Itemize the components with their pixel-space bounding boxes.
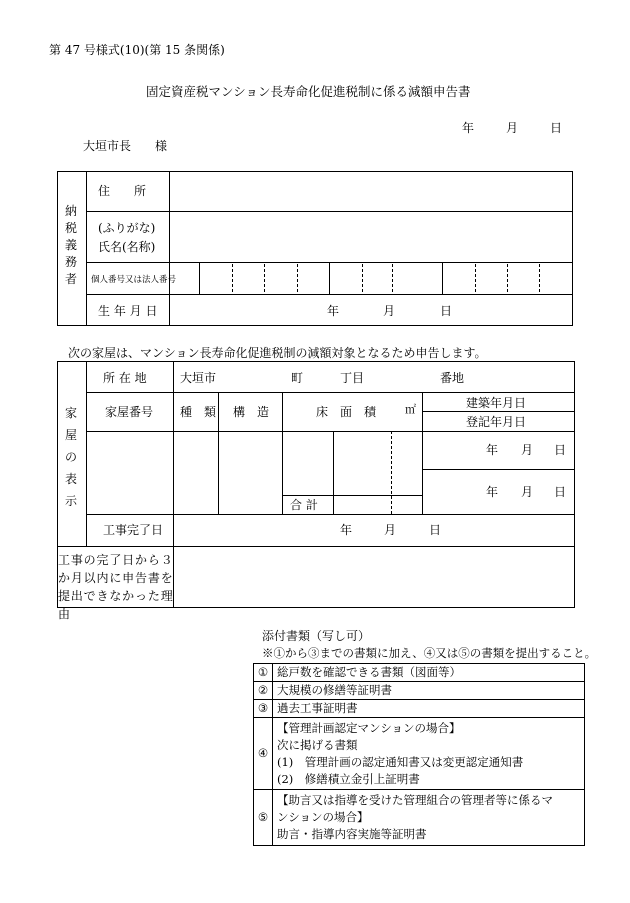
type-label: 種 類: [180, 405, 217, 419]
location-field[interactable]: [174, 362, 574, 392]
taxpayer-section-label: 納税義務者: [64, 204, 77, 286]
location-label: 所 在 地: [103, 371, 147, 385]
house-section-label: 家屋の表示: [64, 406, 77, 508]
location-chome-label: 丁目: [340, 371, 365, 385]
late-reason-label: 工事の完了日から３か月以内に申告書を提出できなかった理由: [58, 553, 173, 621]
attachment-num: ②: [254, 682, 273, 700]
id-number-field[interactable]: [170, 263, 572, 294]
attachment-item-line: 【助言又は指導を受けた管理組合の管理者等に係るマ: [277, 793, 553, 807]
birth-date-label: 生 年 月 日: [98, 304, 158, 318]
floor-area-unit: ㎡: [405, 403, 416, 416]
attachment-num: ⑤: [254, 790, 273, 846]
page-title: 固定資産税マンション長寿命化促進税制に係る減額申告書: [146, 84, 471, 99]
attachment-num: ③: [254, 700, 273, 718]
completion-month-label: 月: [384, 523, 397, 537]
row2-year-label: 年: [486, 485, 499, 499]
name-field[interactable]: [170, 212, 572, 262]
addressee: 大垣市長 様: [83, 139, 168, 153]
location-town-label: 町: [291, 371, 304, 385]
attachment-item-certified-mansion: [273, 718, 585, 790]
completion-date-label: 工事完了日: [103, 523, 164, 537]
attachment-item-line: 助言・指導内容実施等証明書: [277, 827, 427, 841]
location-banchi-label: 番地: [440, 371, 465, 385]
house-number-label: 家屋番号: [105, 405, 154, 419]
form-number: 第 47 号様式(10)(第 15 条関係): [49, 43, 225, 57]
row2-day-label: 日: [554, 485, 567, 499]
location-city: 大垣市: [180, 371, 217, 385]
late-reason-field[interactable]: [174, 547, 574, 607]
attachment-item-line: (1) 管理計画の認定通知書又は変更認定通知書: [277, 754, 524, 769]
birth-year-label: 年: [327, 304, 340, 318]
structure-field[interactable]: [219, 432, 282, 514]
attachment-item-repair-cert: 大規模の修繕等証明書: [273, 682, 585, 700]
attachment-num: ①: [254, 664, 273, 682]
attachments-title: 添付書類（写し可）: [262, 629, 371, 643]
furigana-label: (ふりがな): [98, 221, 156, 235]
row2-month-label: 月: [521, 485, 534, 499]
completion-year-label: 年: [340, 523, 353, 537]
address-field[interactable]: [170, 172, 572, 211]
attachment-num: ④: [254, 718, 273, 790]
completion-date-field[interactable]: [174, 515, 574, 546]
attachment-item-line: 【管理計画認定マンションの場合】: [277, 720, 461, 735]
floor-area-field[interactable]: [283, 432, 422, 495]
house-number-field[interactable]: [87, 432, 173, 514]
structure-label: 構 造: [233, 405, 270, 419]
total-label: 合 計: [290, 498, 318, 512]
completion-day-label: 日: [429, 523, 442, 537]
registered-date-label: 登記年月日: [466, 415, 527, 429]
attachment-item-line: ンションの場合】: [277, 810, 369, 824]
row1-year-label: 年: [486, 443, 499, 457]
date-month-label: 月: [506, 121, 519, 135]
address-label: 住 所: [98, 184, 147, 198]
date-day-label: 日: [550, 121, 563, 135]
built-date-label: 建築年月日: [466, 396, 527, 410]
attachment-item-floor-plan: 総戸数を確認できる書類（図面等）: [273, 664, 585, 682]
date-year-label: 年: [462, 121, 475, 135]
birth-month-label: 月: [383, 304, 396, 318]
attachments-note: ※①から③までの書類に加え、④又は⑤の書類を提出すること。: [262, 646, 597, 660]
birth-day-label: 日: [440, 304, 453, 318]
attachment-item-past-work-cert: 過去工事証明書: [273, 700, 585, 718]
attachments-table: [253, 663, 585, 846]
row1-day-label: 日: [554, 443, 567, 457]
name-label: 氏名(名称): [98, 240, 156, 254]
type-field[interactable]: [174, 432, 218, 514]
attachment-item-line: (2) 修繕積立金引上証明書: [277, 771, 420, 786]
id-number-label: 個人番号又は法人番号: [91, 275, 177, 285]
floor-area-label: 床 面 積: [316, 405, 377, 419]
attachment-item-advised-mansion: [273, 790, 585, 846]
row1-month-label: 月: [521, 443, 534, 457]
intro-text: 次の家屋は、マンション長寿命化促進税制の減額対象となるため申告します。: [68, 346, 487, 360]
attachment-item-line: 次に掲げる書類: [277, 737, 358, 752]
